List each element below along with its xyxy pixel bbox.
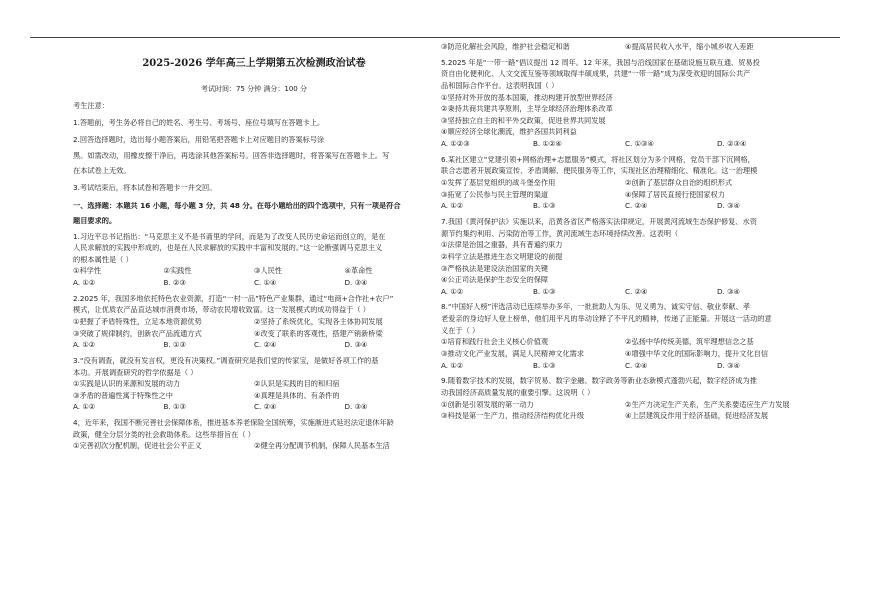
- answer-option-d: D. ③④: [717, 286, 740, 296]
- statement-option: ①法律是治国之重器，具有普遍约束力: [441, 241, 563, 250]
- statement-option: ④保障了居民直接行使国家权力: [625, 190, 725, 199]
- question-2: [73, 295, 435, 350]
- statement-options: [73, 392, 435, 401]
- answer-option-d: D. ③④: [717, 201, 740, 211]
- statement-option: ③突破了规律制约，创新农产品流通方式: [73, 329, 202, 338]
- answer-options: [441, 140, 809, 149]
- notice-item: 1.答题前，考生务必将自己的姓名、考生号、考场号、座位号填写在答题卡上。: [73, 119, 325, 128]
- statement-option: ③坚持独立自主的和平外交政策，促进世界共同发展: [441, 116, 606, 125]
- question-4: [73, 419, 435, 451]
- statement-options: [441, 43, 809, 52]
- question-6: [441, 156, 809, 211]
- answer-option-a: A. ①②: [441, 286, 464, 296]
- statement-option: ③防范化解社会风险，维护社会稳定和谐: [441, 43, 570, 51]
- answer-option-a: A. ①②: [441, 360, 464, 370]
- answer-option-a: A. ①②: [441, 201, 464, 211]
- answer-option-d: D. ③④: [344, 340, 368, 350]
- notice-item: 2.回答选择题时，选出每小题答案后，用铅笔把答题卡上对应题目的答案标号涂: [73, 135, 325, 144]
- question-8: [441, 303, 809, 370]
- statement-option: ④改变了联系的客观性，搭建产销新桥梁: [254, 329, 383, 338]
- question-stem: 3.“没有调查，就没有发言权，更没有决策权。”调查研究是我们党的传家宝，是做好各项工作的基: [73, 356, 379, 365]
- notice-heading: 考生注意：: [73, 102, 109, 111]
- exam-title: 2025-2026 学年高三上学期第五次检测政治试卷: [142, 58, 366, 69]
- statement-option: ①完善初次分配机制，促进社会公平正义: [73, 442, 202, 451]
- question-stem: 政策，健全分层分类的社会救助体系。这些举措旨在（ ）: [73, 430, 255, 439]
- answer-options: [73, 341, 435, 350]
- statement-options: [441, 338, 809, 347]
- statement-option: ④上层建筑反作用于经济基础，促进经济发展: [625, 412, 769, 421]
- statement-option: ④真理是具体的、有条件的: [254, 391, 340, 400]
- header-rule: [30, 37, 840, 38]
- answer-option-a: A. ①②: [73, 278, 96, 288]
- answer-option-a: A. ①②③: [441, 139, 470, 149]
- question-stem: 联合志愿者开展政策宣传、矛盾调解、便民服务等工作，实现社区治理精细化、精准化。这一治理模: [441, 167, 758, 176]
- statement-option: ②坚持了系统优化，实现各主体协同发展: [254, 318, 383, 326]
- statement-option: ②实践性: [163, 266, 192, 276]
- question-stem: 品和国际合作平台。这表明我国（ ）: [441, 81, 559, 90]
- statement-option: ①把握了矛盾特殊性，立足本地资源优势: [73, 318, 202, 326]
- statement-options: [441, 191, 809, 200]
- answer-option-c: C. ②④: [254, 340, 277, 350]
- answer-option-a: A. ①②: [73, 402, 96, 412]
- statement-option: ①培育和践行社会主义核心价值观: [441, 338, 549, 347]
- statement-option: ②生产力决定生产关系，生产关系要适应生产力发展: [625, 400, 790, 409]
- question-stem: 9.随着数字技术的发展，数字贸易、数字金融、数字政务等新业态新模式蓬勃兴起，数字经济成为推: [441, 377, 757, 386]
- answer-option-c: C. ②④: [254, 402, 277, 412]
- question-stem: 本功。开展调查研究的哲学依据是（ ）: [73, 368, 198, 377]
- section-heading: 一、选择题：本题共 16 小题，每小题 3 分，共 48 分。在每小题给出的四个选项中，只有一项是符合: [73, 202, 401, 211]
- question-stem: 义在于（ ）: [441, 326, 480, 335]
- statement-option: ①实践是认识的来源和发展的动力: [73, 380, 181, 389]
- statement-option: ③科技是第一生产力，推动经济结构优化升级: [441, 412, 585, 421]
- answer-option-d: D. ③④: [717, 360, 740, 370]
- statement-options: [73, 442, 435, 451]
- statement-option: ①科学性: [73, 266, 102, 276]
- statement-options: [73, 267, 435, 276]
- answer-options: [441, 202, 809, 211]
- left-column: [73, 48, 435, 451]
- answer-option-c: C. ①④: [254, 278, 277, 288]
- answer-option-b: B. ①③: [533, 360, 556, 370]
- question-stem: 老爱亲的身边好人登上榜单，他们用平凡的举动诠释了不平凡的精神，传递了正能量。开展这一活动的意: [441, 315, 772, 324]
- question-stem: 8.“中国好人榜”评选活动已连续举办多年，一批批助人为乐、见义勇为、诚实守信、敬业奉献、孝: [441, 303, 750, 312]
- answer-option-d: D. ③④: [344, 402, 368, 412]
- question-stem: 5.2025 年是“一带一路”倡议提出 12 周年。12 年来，我国与沿线国家在基础设施互联互通、贸易投: [441, 58, 760, 67]
- answer-options: [73, 403, 435, 412]
- statement-option: ②弘扬中华传统美德，筑牢理想信念之基: [625, 338, 754, 347]
- question-stem: 源节约集约利用、污染防治等工作，黄河流域生态环境持续改善。这表明（: [441, 229, 679, 238]
- statement-option: ④提高居民收入水平，缩小城乡收入差距: [625, 43, 754, 51]
- question-stem: 4，近年来，我国不断完善社会保障体系，推进基本养老保险全国统筹，实施渐进式延迟法定退休年龄: [73, 419, 394, 428]
- statement-option: ①坚持对外开放的基本国策，推动构建开放型世界经济: [441, 93, 613, 102]
- notice-item: 在本试卷上无效。: [73, 166, 131, 175]
- statement-options: [73, 380, 435, 389]
- question-3: [73, 357, 435, 412]
- question-stem: 模式，让优质农产品直达城市消费市场，带动农民增收致富。这一发展模式的成功得益于（ ）: [73, 306, 370, 315]
- question-stem: 动我国经济高质量发展的重要引擎。这说明（ ）: [441, 388, 595, 397]
- answer-option-d: D. ③④: [344, 278, 368, 288]
- question-stem: 7.我国《黄河保护法》实施以来，沿黄各省区严格落实法律规定，开展黄河流域生态保护修复、水资: [441, 217, 757, 226]
- statement-option: ①发挥了基层党组织的战斗堡垒作用: [441, 179, 556, 188]
- answer-options: [441, 288, 809, 297]
- answer-option-b: B. ①③: [163, 402, 186, 412]
- statement-options: [441, 350, 809, 359]
- statement-option: ③严格执法是建设法治国家的关键: [441, 264, 549, 273]
- statement-options: [441, 412, 809, 421]
- statement-option: ②认识是实践的目的和归宿: [254, 380, 340, 389]
- question-9: [441, 377, 809, 421]
- exam-subtitle: 考试时间：75 分钟 满分：100 分: [201, 85, 307, 93]
- answer-option-c: C. ②④: [625, 201, 648, 211]
- question-stem: 的根本属性是（ ）: [73, 255, 133, 264]
- statement-option: ②秉持共商共建共享原则，主导全球经济治理体系改革: [441, 105, 613, 114]
- statement-option: ③推动文化产业发展，满足人民精神文化需求: [441, 350, 585, 359]
- notice-item: 3.考试结束后，将本试卷和答题卡一并交回。: [73, 183, 217, 192]
- answer-option-b: B. ①③: [533, 286, 556, 296]
- answer-option-c: C. ②④: [625, 360, 648, 370]
- statement-option: ③矛盾的普遍性寓于特殊性之中: [73, 391, 173, 400]
- statement-options: [441, 179, 809, 188]
- statement-option: ①创新是引领发展的第一动力: [441, 400, 534, 409]
- notice-item: 黑。如需改动，用橡皮擦干净后，再选涂其他答案标号。回答非选择题时，将答案写在答题卡上。写: [73, 152, 390, 161]
- statement-options: [73, 318, 435, 327]
- answer-option-a: A. ①②: [73, 340, 96, 350]
- statement-option: ④公正司法是保护生态安全的保障: [441, 276, 549, 285]
- statement-option: ②创新了基层群众自治的组织形式: [625, 179, 733, 188]
- answer-option-c: C. ②④: [625, 286, 648, 296]
- answer-option-b: B. ①③: [163, 340, 186, 350]
- answer-option-b: B. ②③: [163, 278, 186, 288]
- question-stem: 1.习近平总书记指出：“马克思主义不是书斋里的学问，而是为了改变人民历史命运而创立的，是在: [73, 232, 386, 241]
- section-heading-cont: 题目要求的。: [73, 216, 117, 225]
- question-stem: 2.2025 年，我国多地依托特色农业资源，打造“一村一品”特色产业集群，通过“电商+合作社+农户”: [73, 294, 394, 303]
- statement-option: ②健全再分配调节机制，保障人民基本生活: [254, 442, 390, 451]
- right-column: [441, 43, 809, 421]
- answer-options: [441, 362, 809, 371]
- statement-option: ④革命性: [344, 266, 373, 276]
- statement-options: [73, 330, 435, 339]
- question-stem: 6.某社区建立“党建引领+网格治理+志愿服务”模式，将社区划分为多个网格，党员干部下沉网格，: [441, 155, 755, 164]
- question-stem: 人民求解放的实践中形成的，也是在人民求解放的实践中丰富和发展的。”这一论断强调马克思主义: [73, 244, 383, 253]
- statement-option: ③拓宽了公民参与民主管理的渠道: [441, 190, 549, 199]
- answer-options: [73, 279, 435, 288]
- answer-option-d: D. ②③④: [717, 139, 747, 149]
- question-5: [441, 59, 809, 149]
- statement-option: ④增强中华文化的国际影响力，提升文化自信: [625, 350, 769, 359]
- question-1: [73, 233, 435, 288]
- question-stem: 资自由化便利化、人文交流互鉴等领域取得丰硕成果，共建“一带一路”成为深受欢迎的国际公共产: [441, 70, 751, 79]
- answer-option-c: C. ①③④: [625, 139, 654, 149]
- statement-option: ④顺应经济全球化潮流，维护各国共同利益: [441, 128, 577, 137]
- answer-option-b: B. ①③: [533, 201, 556, 211]
- statement-option: ②科学立法是推进生态文明建设的前提: [441, 252, 563, 261]
- answer-option-b: B. ①②④: [533, 139, 562, 149]
- statement-options: [441, 401, 809, 410]
- question-7: [441, 218, 809, 296]
- statement-option: ③人民性: [254, 266, 283, 276]
